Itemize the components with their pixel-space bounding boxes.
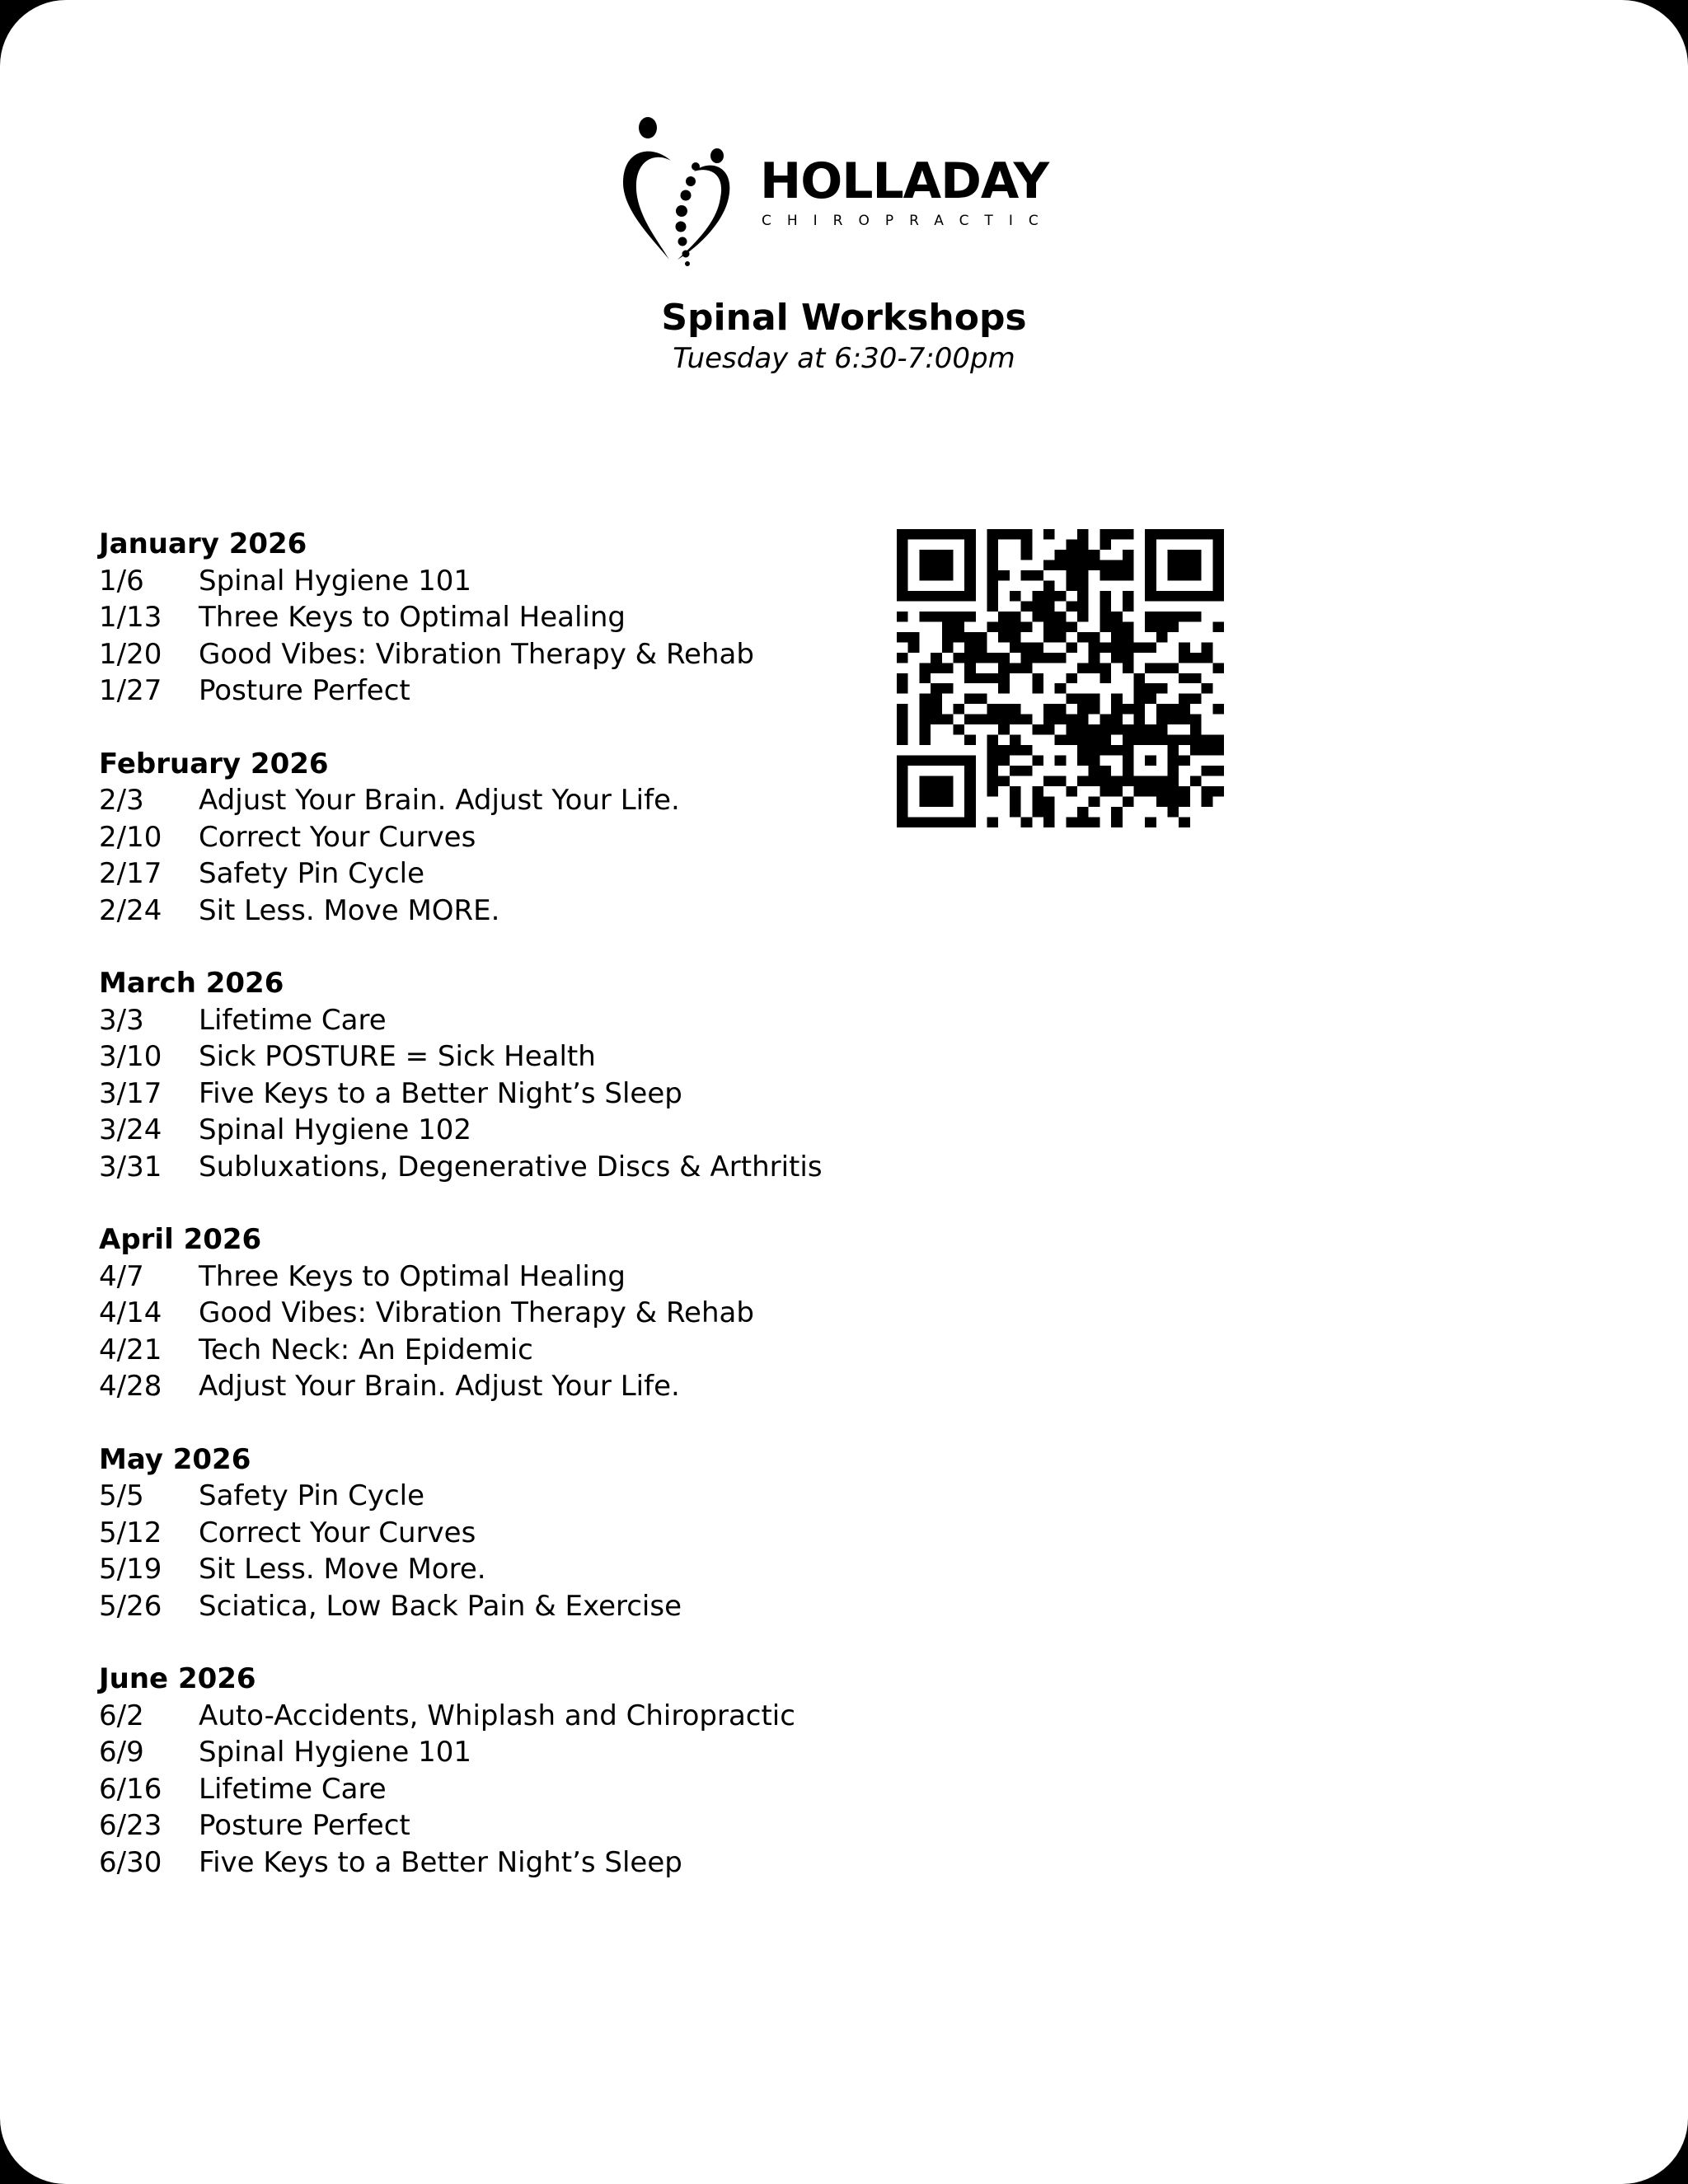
session-row: [99, 1698, 841, 1735]
session-row: [99, 855, 841, 893]
session-row: [99, 1038, 841, 1076]
session-row: [99, 1515, 841, 1552]
session-row: [99, 1368, 841, 1405]
session-date: 3/24: [99, 1113, 162, 1146]
session-date: 6/23: [99, 1809, 162, 1842]
session-topic: Sit Less. Move More.: [199, 1553, 486, 1586]
session-date: 6/2: [99, 1699, 144, 1732]
session-date: 5/5: [99, 1479, 144, 1512]
session-date: 1/6: [99, 564, 144, 598]
session-topic: Adjust Your Brain. Adjust Your Life.: [199, 784, 680, 817]
session-row: [99, 1332, 841, 1369]
holladay-chiropractic-logo: [620, 115, 1054, 268]
brand-name: HOLLADAY: [760, 152, 1049, 210]
month-section-may: [99, 1441, 841, 1625]
session-row: [99, 1295, 841, 1332]
session-row: [99, 636, 841, 673]
session-topic: Sick POSTURE = Sick Health: [199, 1040, 596, 1073]
session-date: 4/21: [99, 1333, 162, 1366]
session-row: [99, 893, 841, 930]
session-topic: Three Keys to Optimal Healing: [199, 601, 626, 634]
session-topic: Posture Perfect: [199, 674, 410, 707]
session-topic: Spinal Hygiene 101: [199, 564, 472, 598]
page-subtitle: Tuesday at 6:30-7:00pm: [673, 342, 1015, 375]
session-topic: Good Vibes: Vibration Therapy & Rehab: [199, 637, 754, 671]
session-topic: Safety Pin Cycle: [199, 1479, 425, 1512]
month-section-january: [99, 526, 841, 710]
session-date: 3/17: [99, 1076, 162, 1110]
session-date: 5/12: [99, 1516, 162, 1549]
session-row: [99, 1588, 841, 1625]
session-topic: Safety Pin Cycle: [199, 857, 425, 890]
session-date: 3/3: [99, 1003, 144, 1037]
session-date: 2/3: [99, 784, 144, 817]
session-date: 2/17: [99, 857, 162, 890]
session-row: [99, 1844, 841, 1882]
month-title: May 2026: [99, 1442, 251, 1476]
session-topic: Lifetime Care: [199, 1003, 387, 1037]
session-row: [99, 819, 841, 856]
session-row: [99, 1112, 841, 1149]
session-row: [99, 1807, 841, 1844]
session-topic: Five Keys to a Better Night’s Sleep: [199, 1845, 682, 1879]
session-row: [99, 563, 841, 600]
session-topic: Subluxations, Degenerative Discs & Arthritis: [199, 1150, 823, 1183]
session-topic: Three Keys to Optimal Healing: [199, 1259, 626, 1293]
session-date: 6/9: [99, 1736, 144, 1769]
session-topic: Spinal Hygiene 102: [199, 1113, 472, 1146]
session-row: [99, 1734, 841, 1771]
qr-code-icon: [897, 529, 1224, 827]
session-topic: Posture Perfect: [199, 1809, 410, 1842]
month-title: March 2026: [99, 967, 284, 1000]
session-date: 6/30: [99, 1845, 162, 1879]
session-row: [99, 1258, 841, 1296]
month-title: February 2026: [99, 747, 329, 780]
session-row: [99, 673, 841, 710]
session-topic: Correct Your Curves: [199, 820, 476, 854]
session-date: 6/16: [99, 1772, 162, 1806]
month-section-june: [99, 1661, 841, 1881]
session-topic: Tech Neck: An Epidemic: [199, 1333, 533, 1366]
session-topic: Correct Your Curves: [199, 1516, 476, 1549]
session-topic: Sciatica, Low Back Pain & Exercise: [199, 1589, 682, 1623]
month-section-april: [99, 1221, 841, 1405]
month-title: June 2026: [99, 1662, 256, 1695]
session-topic: Lifetime Care: [199, 1772, 387, 1806]
session-topic: Five Keys to a Better Night’s Sleep: [199, 1076, 682, 1110]
session-date: 5/26: [99, 1589, 162, 1623]
session-row: [99, 1551, 841, 1588]
session-date: 4/14: [99, 1296, 162, 1329]
session-row: [99, 1149, 841, 1186]
session-row: [99, 1002, 841, 1039]
brand-subtitle: CHIROPRACTIC: [762, 213, 1054, 229]
session-date: 4/28: [99, 1370, 162, 1403]
session-topic: Sit Less. Move MORE.: [199, 893, 500, 927]
session-date: 3/10: [99, 1040, 162, 1073]
session-date: 1/20: [99, 637, 162, 671]
month-title: January 2026: [99, 527, 307, 560]
month-section-february: [99, 746, 841, 930]
session-date: 1/27: [99, 674, 162, 707]
month-title: April 2026: [99, 1223, 262, 1256]
session-topic: Adjust Your Brain. Adjust Your Life.: [199, 1370, 680, 1403]
session-topic: Spinal Hygiene 101: [199, 1736, 472, 1769]
session-topic: Auto-Accidents, Whiplash and Chiropractic: [199, 1699, 795, 1732]
session-date: 3/31: [99, 1150, 162, 1183]
session-row: [99, 1076, 841, 1113]
session-date: 2/10: [99, 820, 162, 854]
session-topic: Good Vibes: Vibration Therapy & Rehab: [199, 1296, 754, 1329]
qr-code[interactable]: [897, 529, 1224, 827]
heart-spine-logo-icon: [620, 115, 752, 268]
workshop-schedule: [99, 526, 841, 1917]
page-title: Spinal Workshops: [661, 297, 1027, 339]
session-date: 5/19: [99, 1553, 162, 1586]
month-section-march: [99, 965, 841, 1185]
session-date: 1/13: [99, 601, 162, 634]
session-date: 4/7: [99, 1259, 144, 1293]
session-row: [99, 1478, 841, 1515]
session-row: [99, 782, 841, 819]
session-row: [99, 599, 841, 636]
session-date: 2/24: [99, 893, 162, 927]
session-row: [99, 1771, 841, 1808]
